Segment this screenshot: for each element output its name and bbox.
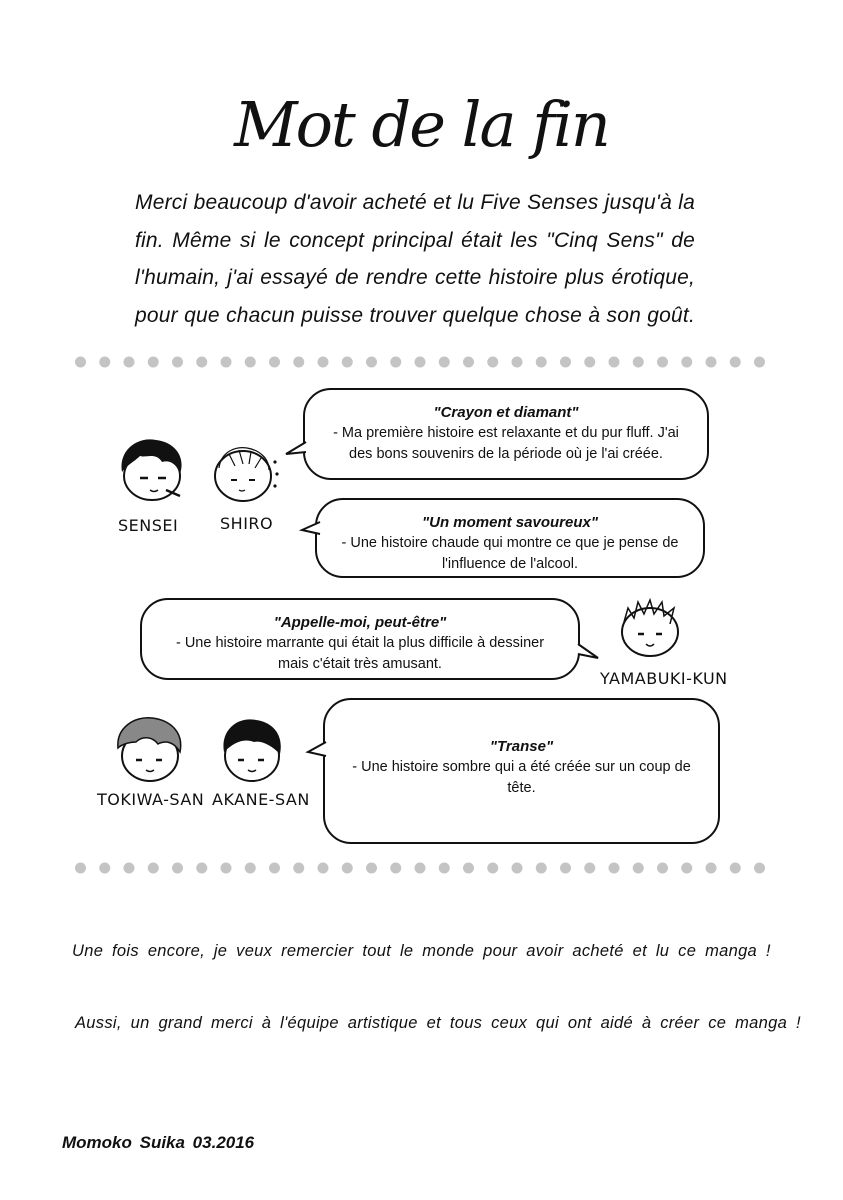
bubble-tail bbox=[284, 440, 308, 460]
story-title: "Crayon et diamant" bbox=[433, 404, 579, 421]
separator-dot bbox=[318, 863, 329, 874]
separator-dot bbox=[196, 357, 207, 368]
separator-dot bbox=[124, 863, 135, 874]
separator-dot bbox=[293, 863, 304, 874]
speech-bubble-transe bbox=[323, 698, 720, 844]
separator-dot bbox=[754, 863, 765, 874]
separator-dot bbox=[342, 357, 353, 368]
signature: Momoko Suika 03.2016 bbox=[62, 1133, 255, 1152]
character-name: SHIRO bbox=[220, 514, 274, 533]
character-name: YAMABUKI-KUN bbox=[600, 669, 728, 688]
speech-bubble-appelle bbox=[140, 598, 580, 680]
bubble-tail bbox=[576, 642, 600, 664]
separator-dot bbox=[706, 863, 717, 874]
separator-dot bbox=[536, 357, 547, 368]
separator-dot bbox=[681, 863, 692, 874]
closing-line-2: Aussi, un grand merci à l'équipe artistique et tous ceux qui ont aidé à créer ce manga ! bbox=[75, 1014, 801, 1032]
separator-dot bbox=[245, 357, 256, 368]
separator-dot bbox=[99, 357, 110, 368]
separator-dot bbox=[584, 357, 595, 368]
separator-dot bbox=[415, 863, 426, 874]
separator-dot bbox=[245, 863, 256, 874]
speech-bubble-moment bbox=[315, 498, 705, 578]
separator-dot bbox=[754, 357, 765, 368]
tokiwa-face-icon bbox=[108, 712, 190, 786]
story-description-line: des bons souvenirs de la période où je l'ai créée. bbox=[349, 446, 663, 462]
akane-face-icon bbox=[210, 712, 292, 786]
separator-dot bbox=[487, 357, 498, 368]
character-name: SENSEI bbox=[118, 516, 179, 535]
separator-dot bbox=[99, 863, 110, 874]
separator-dot bbox=[148, 863, 159, 874]
separator-dot bbox=[633, 863, 644, 874]
separator-dot bbox=[730, 357, 741, 368]
story-description-line: - Ma première histoire est relaxante et du pur fluff. J'ai bbox=[333, 425, 679, 441]
separator-dot bbox=[269, 357, 280, 368]
story-title: "Appelle-moi, peut-être" bbox=[273, 614, 447, 631]
separator-dot bbox=[706, 357, 717, 368]
separator-dot bbox=[269, 863, 280, 874]
separator-dot bbox=[730, 863, 741, 874]
separator-dot bbox=[487, 863, 498, 874]
separator-dot bbox=[75, 863, 86, 874]
separator-dot bbox=[512, 863, 523, 874]
story-description-line: - Une histoire marrante qui était la plus difficile à dessiner bbox=[175, 635, 545, 651]
dotted-separator-bottom bbox=[75, 861, 765, 875]
separator-dot bbox=[196, 863, 207, 874]
separator-dot bbox=[633, 357, 644, 368]
separator-dot bbox=[439, 863, 450, 874]
story-description-line: tête. bbox=[507, 780, 536, 796]
separator-dot bbox=[366, 863, 377, 874]
story-description-line: - Une histoire chaude qui montre ce que je pense de bbox=[341, 535, 679, 551]
separator-dot bbox=[221, 863, 232, 874]
character-name: AKANE-SAN bbox=[212, 790, 310, 809]
separator-dot bbox=[512, 357, 523, 368]
separator-dot bbox=[172, 357, 183, 368]
separator-dot bbox=[609, 357, 620, 368]
yamabuki-face-icon bbox=[610, 592, 692, 662]
story-description-line: - Une histoire sombre qui a été créée sur un coup de bbox=[352, 759, 691, 775]
separator-dot bbox=[681, 357, 692, 368]
separator-dot bbox=[463, 863, 474, 874]
separator-dot bbox=[536, 863, 547, 874]
separator-dot bbox=[560, 863, 571, 874]
separator-dot bbox=[172, 863, 183, 874]
story-title: "Un moment savoureux" bbox=[422, 514, 598, 531]
story-description-line: mais c'était très amusant. bbox=[278, 656, 442, 672]
story-description-line: l'influence de l'alcool. bbox=[441, 556, 579, 572]
separator-dot bbox=[221, 357, 232, 368]
intro-paragraph bbox=[135, 184, 695, 334]
separator-dot bbox=[439, 357, 450, 368]
speech-bubble-crayon bbox=[303, 388, 709, 480]
separator-dot bbox=[584, 863, 595, 874]
separator-dot bbox=[415, 357, 426, 368]
separator-dot bbox=[463, 357, 474, 368]
separator-dot bbox=[657, 357, 668, 368]
sensei-face-icon bbox=[110, 432, 192, 504]
character-name: TOKIWA-SAN bbox=[97, 790, 205, 809]
page-title: Mot de la fin bbox=[234, 88, 609, 161]
story-title: "Transe" bbox=[489, 738, 554, 755]
separator-dot bbox=[318, 357, 329, 368]
separator-dot bbox=[342, 863, 353, 874]
separator-dot bbox=[657, 863, 668, 874]
closing-line-1: Une fois encore, je veux remercier tout le monde pour avoir acheté et lu ce manga ! bbox=[72, 942, 771, 960]
dotted-separator-top bbox=[75, 355, 765, 369]
shiro-face-icon bbox=[205, 440, 283, 506]
separator-dot bbox=[293, 357, 304, 368]
intro-text: Merci beaucoup d'avoir acheté et lu Five Senses jusqu'à la fin. Même si le concept principal était les "Cinq Sens" de l'humain, j'ai essayé de rendre cette histoire plus érotique, pour que chacun puisse trouver quelque chose à son goût. bbox=[135, 191, 695, 327]
separator-dot bbox=[390, 863, 401, 874]
separator-dot bbox=[124, 357, 135, 368]
separator-dot bbox=[609, 863, 620, 874]
bubble-tail bbox=[306, 740, 328, 762]
separator-dot bbox=[390, 357, 401, 368]
separator-dot bbox=[366, 357, 377, 368]
bubble-tail bbox=[300, 520, 322, 540]
separator-dot bbox=[75, 357, 86, 368]
separator-dot bbox=[560, 357, 571, 368]
separator-dot bbox=[148, 357, 159, 368]
